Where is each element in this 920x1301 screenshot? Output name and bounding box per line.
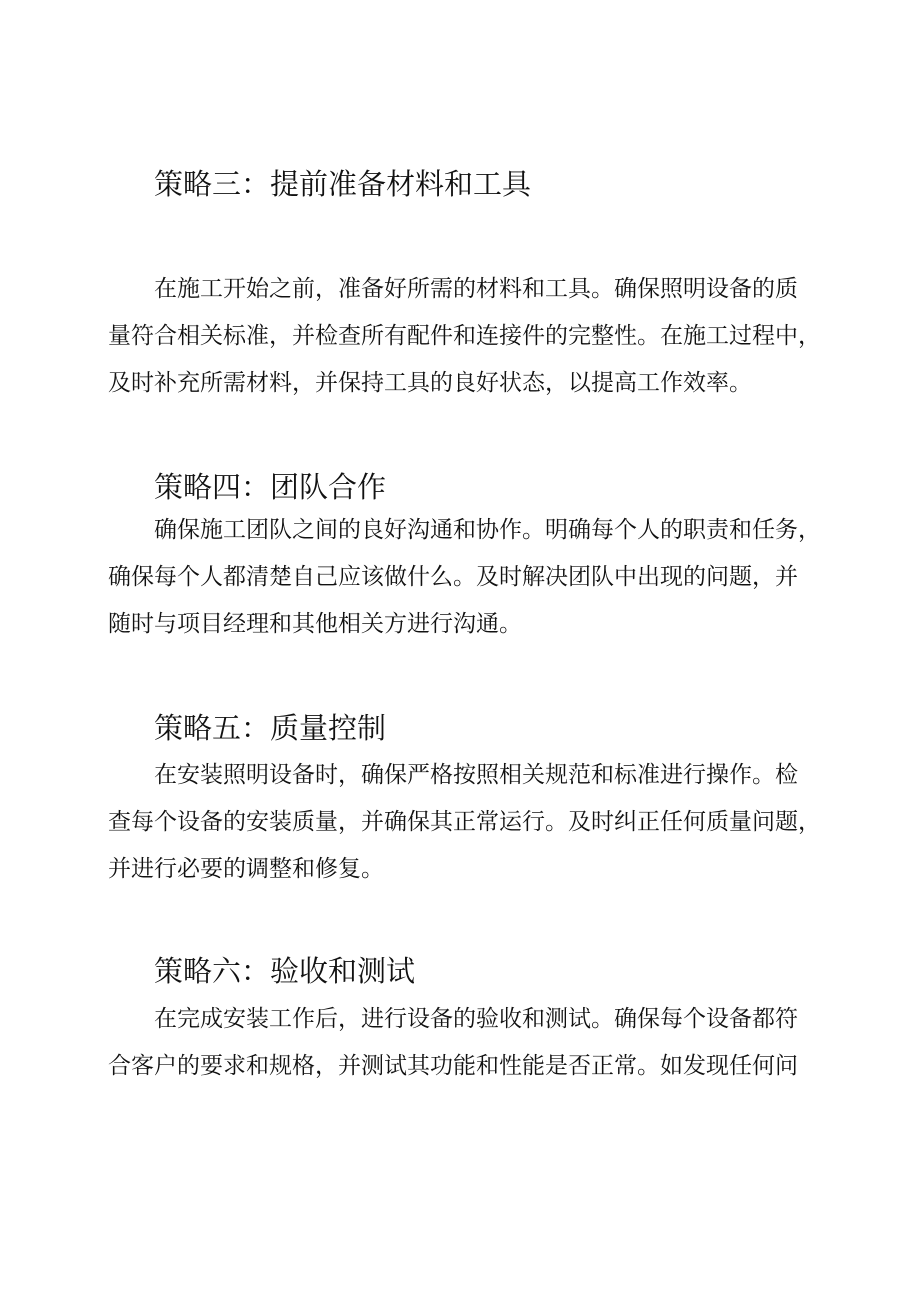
paragraph-line: 查每个设备的安装质量，并确保其正常运行。及时纠正任何质量问题， (108, 809, 821, 835)
paragraph-line: 在安装照明设备时，确保严格按照相关规范和标准进行操作。检 (154, 762, 798, 788)
paragraph-line: 合客户的要求和规格，并测试其功能和性能是否正常。如发现任何问 (108, 1053, 798, 1079)
paragraph-line: 并进行必要的调整和修复。 (108, 856, 384, 882)
paragraph-line: 确保施工团队之间的良好沟通和协作。明确每个人的职责和任务， (154, 517, 821, 543)
paragraph-line: 及时补充所需材料，并保持工具的良好状态，以提高工作效率。 (108, 370, 752, 396)
section-heading-6: 策略六：验收和测试 (154, 954, 416, 988)
paragraph-line: 随时与项目经理和其他相关方进行沟通。 (108, 611, 522, 637)
section-paragraph-3 (108, 266, 820, 407)
section-heading-5: 策略五：质量控制 (154, 711, 387, 745)
section-paragraph-5 (108, 752, 820, 893)
section-paragraph-6 (108, 996, 820, 1090)
section-heading-4: 策略四：团队合作 (154, 470, 387, 504)
paragraph-line: 在完成安装工作后，进行设备的验收和测试。确保每个设备都符 (154, 1006, 798, 1032)
paragraph-line: 在施工开始之前，准备好所需的材料和工具。确保照明设备的质 (154, 276, 798, 302)
paragraph-line: 量符合相关标准，并检查所有配件和连接件的完整性。在施工过程中， (108, 323, 821, 349)
section-heading-3: 策略三：提前准备材料和工具 (154, 167, 532, 201)
paragraph-line: 确保每个人都清楚自己应该做什么。及时解决团队中出现的问题，并 (108, 564, 798, 590)
section-paragraph-4 (108, 507, 820, 648)
